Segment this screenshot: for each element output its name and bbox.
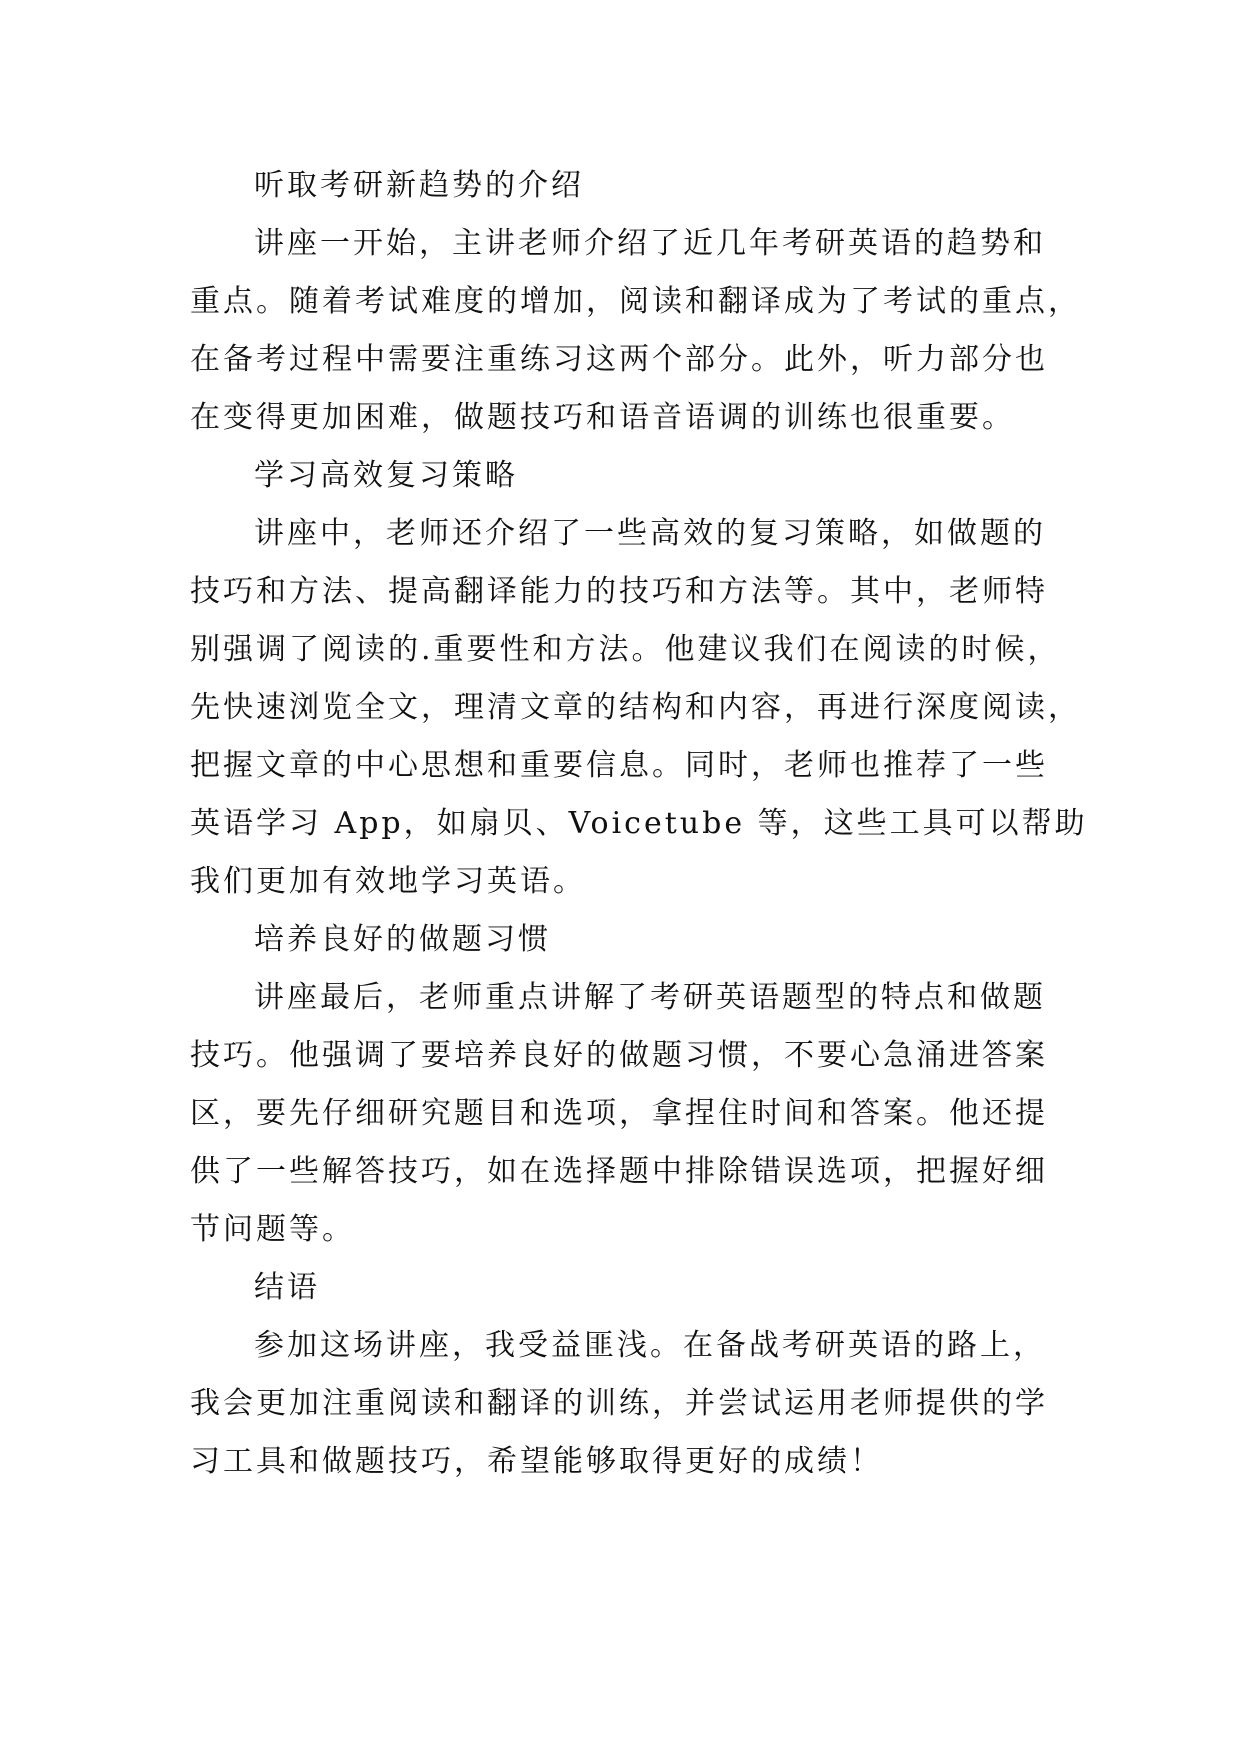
section-review-strategy: [190, 447, 1088, 911]
section-habits: [190, 911, 1050, 1259]
paragraph-line: 习工具和做题技巧，希望能够取得更好的成绩！: [190, 1444, 883, 1479]
section-heading: [190, 447, 1050, 505]
paragraph-line: 技巧。他强调了要培养良好的做题习惯，不要心急涌进答案: [190, 1038, 1048, 1073]
section-trends: [190, 157, 1081, 447]
paragraph-line: 我们更加有效地学习英语。: [190, 864, 586, 899]
paragraph-line: 区，要先仔细研究题目和选项，拿捏住时间和答案。他还提: [190, 1096, 1048, 1131]
paragraph-line: 在备考过程中需要注重练习这两个部分。此外，听力部分也: [190, 342, 1048, 377]
paragraph-line: 供了一些解答技巧，如在选择题中排除错误选项，把握好细: [190, 1154, 1048, 1189]
paragraph-line: 节问题等。: [190, 1212, 355, 1247]
paragraph: [190, 1317, 1050, 1491]
section-heading-text: 听取考研新趋势的介绍: [254, 168, 584, 203]
paragraph-line: 先快速浏览全文，理清文章的结构和内容，再进行深度阅读，: [190, 690, 1081, 725]
paragraph: [190, 969, 1050, 1259]
document-body: [190, 157, 1088, 1491]
section-conclusion: [190, 1259, 1050, 1491]
paragraph-line: 我会更加注重阅读和翻译的训练，并尝试运用老师提供的学: [190, 1386, 1048, 1421]
paragraph-line: 别强调了阅读的.重要性和方法。他建议我们在阅读的时候，: [190, 632, 1061, 667]
section-heading: [190, 1259, 1050, 1317]
section-heading-text: 结语: [254, 1270, 320, 1305]
paragraph-line: 讲座一开始，主讲老师介绍了近几年考研英语的趋势和: [254, 226, 1046, 261]
paragraph-line: 讲座中，老师还介绍了一些高效的复习策略，如做题的: [254, 516, 1046, 551]
paragraph-line: 讲座最后，老师重点讲解了考研英语题型的特点和做题: [254, 980, 1046, 1015]
section-heading-text: 培养良好的做题习惯: [254, 922, 551, 957]
paragraph-line: 重点。随着考试难度的增加，阅读和翻译成为了考试的重点，: [190, 284, 1081, 319]
paragraph-line: 技巧和方法、提高翻译能力的技巧和方法等。其中，老师特: [190, 574, 1048, 609]
section-heading: [190, 157, 1050, 215]
paragraph-line: 参加这场讲座，我受益匪浅。在备战考研英语的路上，: [254, 1328, 1046, 1363]
section-heading: [190, 911, 1050, 969]
paragraph-line: 英语学习 App，如扇贝、Voicetube 等，这些工具可以帮助: [190, 806, 1088, 841]
paragraph: [190, 505, 1088, 911]
section-heading-text: 学习高效复习策略: [254, 458, 518, 493]
paragraph-line: 把握文章的中心思想和重要信息。同时，老师也推荐了一些: [190, 748, 1048, 783]
paragraph-line: 在变得更加困难，做题技巧和语音语调的训练也很重要。: [190, 400, 1015, 435]
paragraph: [190, 215, 1081, 447]
